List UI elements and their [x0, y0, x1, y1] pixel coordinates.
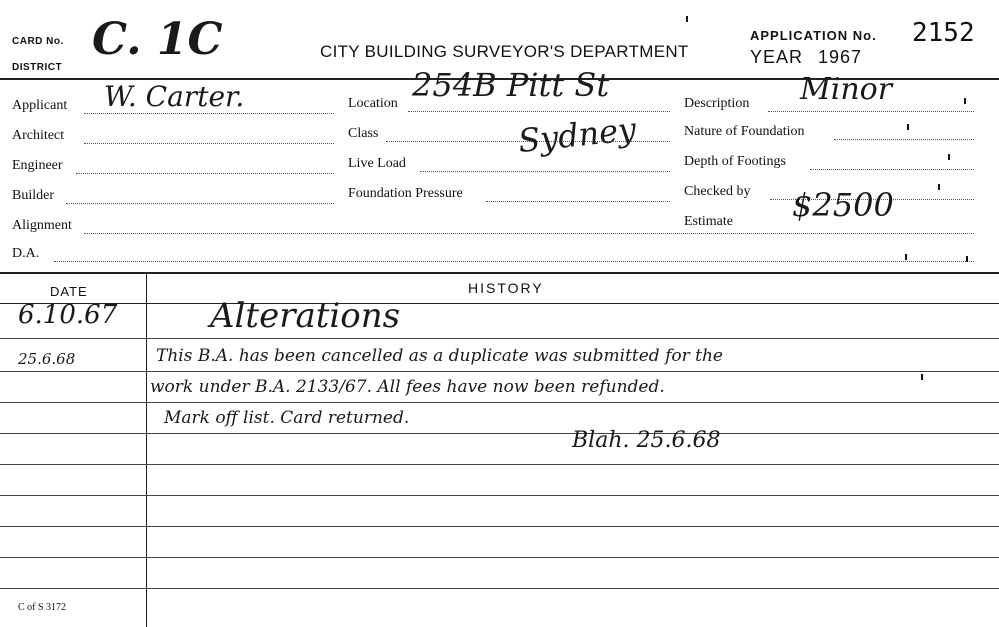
location-value-city: Sydney	[516, 109, 638, 161]
applicant-value: W. Carter.	[104, 80, 245, 113]
scan-speck	[964, 98, 966, 104]
form-code: C of S 3172	[18, 602, 67, 613]
history-signature: Blah. 25.6.68	[572, 428, 721, 453]
depth-of-footings-label: Depth of Footings	[684, 154, 786, 169]
history-entry-2-line-2: work under B.A. 2133/67. All fees have now been refunded.	[150, 377, 665, 397]
nature-of-foundation-label: Nature of Foundation	[684, 124, 805, 139]
engineer-label: Engineer	[12, 158, 63, 173]
history-header-underline	[0, 303, 999, 304]
history-column-label: HISTORY	[468, 280, 544, 296]
da-line	[54, 261, 974, 262]
architect-line	[84, 143, 334, 144]
scan-speck	[921, 374, 923, 380]
ruled-line	[0, 433, 999, 434]
description-line	[768, 111, 974, 112]
builder-line	[66, 203, 334, 204]
depth-of-footings-line	[810, 169, 974, 170]
scan-speck	[948, 154, 950, 160]
ruled-line	[0, 464, 999, 465]
engineer-line	[76, 173, 334, 174]
estimate-value: $2500	[792, 186, 894, 224]
foundation-pressure-line	[486, 201, 670, 202]
scan-speck	[907, 124, 909, 130]
application-no-label: APPLICATION No.	[750, 28, 877, 43]
ruled-line	[0, 588, 999, 589]
checked-by-label: Checked by	[684, 184, 751, 199]
card-no-value: C. 1C	[92, 14, 223, 65]
date-column-divider	[146, 272, 147, 627]
location-value: 254B Pitt St	[412, 66, 610, 104]
architect-label: Architect	[12, 128, 65, 143]
department-title: CITY BUILDING SURVEYOR'S DEPARTMENT	[320, 42, 689, 61]
application-no-value: 2152	[912, 18, 975, 48]
location-label: Location	[348, 96, 398, 111]
ruled-line	[0, 402, 999, 403]
builder-label: Builder	[12, 188, 54, 203]
class-label: Class	[348, 126, 379, 141]
history-entry-2-line-1: This B.A. has been cancelled as a duplicate was submitted for the	[156, 346, 723, 366]
ruled-line	[0, 557, 999, 558]
district-label: DISTRICT	[12, 62, 63, 73]
nature-of-foundation-line	[834, 139, 974, 140]
date-column-label: DATE	[50, 284, 88, 299]
ruled-line	[0, 495, 999, 496]
applicant-label: Applicant	[12, 98, 68, 113]
scan-speck	[938, 184, 940, 190]
live-load-line	[420, 171, 670, 172]
year-value: 1967	[818, 47, 863, 67]
scan-speck	[966, 256, 968, 262]
foundation-pressure-label: Foundation Pressure	[348, 186, 463, 201]
ruled-line	[0, 371, 999, 372]
card-no-label: CARD No.	[12, 36, 64, 47]
ruled-line	[0, 338, 999, 339]
history-entry-1-line-1: Alterations	[210, 296, 401, 336]
ruled-line	[0, 526, 999, 527]
history-date-1: 6.10.67	[18, 300, 118, 330]
alignment-line	[84, 233, 974, 234]
scan-speck	[905, 254, 907, 260]
applicant-line	[84, 113, 334, 114]
description-label: Description	[684, 96, 750, 111]
scan-speck	[686, 16, 688, 22]
live-load-label: Live Load	[348, 156, 406, 171]
alignment-label: Alignment	[12, 218, 72, 233]
estimate-label: Estimate	[684, 214, 733, 229]
history-date-2: 25.6.68	[18, 350, 76, 368]
da-label: D.A.	[12, 246, 40, 261]
history-entry-2-line-3: Mark off list. Card returned.	[164, 408, 410, 428]
description-value: Minor	[800, 72, 893, 107]
history-divider	[0, 272, 999, 274]
year-label: YEAR	[750, 47, 804, 67]
